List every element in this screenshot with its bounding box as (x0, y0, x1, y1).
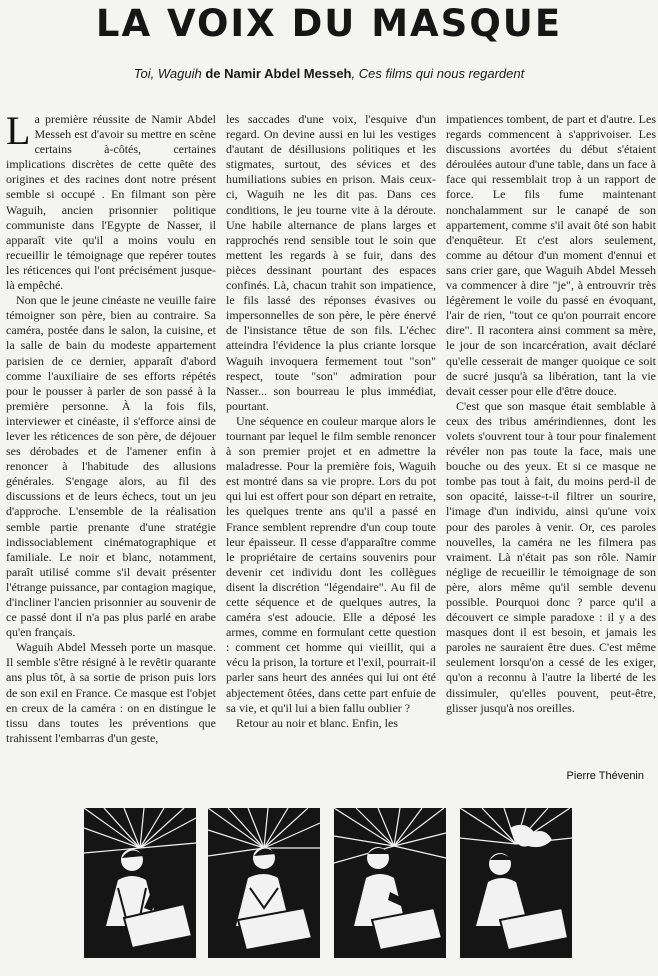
paragraph: Une séquence en couleur marque alors le tournant par lequel le film semble renoncer à son premier projet et en admettre la maladresse. Pour la première fois, Waguih est montré dans sa vie propre. Lors du pot qui lui est offert pour son départ en retraite, les quelques trente ans qu'il a passé en France semblent reprendre d'un coup toute leur épaisseur. Il cesse d'apparaître comme le propriétaire de certains souvenirs pour devenir cet individu dont les collègues disent la discrétion "légendaire". Au fil de cette séquence et de quelques autres, la caméra s'est adoucie. Elle a déposé les armes, comme en formulant cette question : comment cet homme qui vieillit, qui a vécu la prison, la torture et l'exil, pourrait-il parler sans heurt des années qui lui ont été abjectement ôtées, dans cette part enfuie de sa vie, et qu'il lui a bien fallu oublier ? (226, 413, 436, 715)
subtitle-rest: , Ces films qui nous regardent (351, 66, 525, 81)
paragraph-text: a première réussite de Namir Abdel Messeh est d'avoir su mettre en scène certains à-côtés, certaines implications discrètes de cette quête des origines et des racines dont notre présent semble si occupé . En filmant son père Waguih, ancien prisonnier politique communiste dans l'Egypte de Nasser, il apparaît vite qu'il a moins voulu en recueillir le témoignage que repérer toutes les réticences qui l'ont précisément jusque-là empêché. (6, 112, 216, 293)
film-title: Toi, Waguih (133, 66, 202, 81)
paragraph: les saccades d'une voix, l'esquive d'un regard. On devine aussi en lui les vestiges d'autant de désillusions politiques et les stigmates, surtout, des sévices et des humiliations subies en prison. Mais ceux-ci, Waguih ne les dit pas. Dans ces conditions, le jeu tourne vite à la déroute. Une habile alternance de plans larges et rapprochés rend sensible tout le soin que mettent les regards à se fuir, dans des pièces dessinant pourtant des espaces confinés. Là, chacun trahit son impatience, le fils lassé des réponses évasives ou impersonnelles de son père, le père énervé de l'insistance têtue de son fils. L'échec atteindra l'évidence la plus criante lorsque Waguih invoquera fermement tout "son" respect, toute "son" admiration pour Nasser... son bourreau le plus immédiat, pourtant. (226, 112, 436, 413)
paragraph: Waguih Abdel Messeh porte un masque. Il semble s'être résigné à le revêtir quarante ans plus tôt, à sa sortie de prison puis lors de son exil en France. Ce masque est l'objet en creux de la caméra : on en distingue le tissu dans toutes les préventions que trahissent l'embarras d'un geste, (6, 640, 216, 745)
paragraph (6, 108, 216, 293)
director-name: Namir Abdel Messeh (224, 66, 352, 81)
paragraph: Non que le jeune cinéaste ne veuille faire témoigner son père, bien au contraire. Sa caméra, postée dans le salon, la cuisine, et la salle de bain du modeste appartement parisien de ce dernier, apparaît d'abord comme l'auxiliaire de ses efforts répétés pour le pousser à parler de son passé à la première personne. À la fois fils, interviewer et cinéaste, il s'efforce ainsi de lever les réticences de son père, de déjouer ses dérobades et de l'amener enfin à renoncer à l'habitude des allusions générales. S'engage alors, au fil des discussions et de leurs échecs, tout un jeu d'approche. L'ensemble de la réalisation semble partie prenante d'une stratégie indissociablement cinématographique et familiale. Le noir et blanc, notamment, paraît utilisé comme s'il devait présenter l'étrange puissance, par contagion magique, d'incliner l'ancien prisonnier au souvenir de ce passé dont il n'a pas plus parlé en arabe qu'en français. (6, 293, 216, 640)
article-body (6, 108, 656, 752)
paragraph: Retour au noir et blanc. Enfin, les (236, 715, 398, 730)
woodcut-illustration-1 (84, 808, 196, 958)
column-3 (446, 112, 656, 752)
subtitle-de: de (201, 66, 225, 81)
woodcut-illustration-2 (208, 808, 320, 958)
author-signature: Pierre Thévenin (566, 770, 644, 782)
article-title: LA VOIX DU MASQUE (95, 2, 563, 45)
column-1 (6, 108, 216, 752)
paragraph: C'est que son masque était semblable à ceux des tribus amérindiennes, dont les volets s'ouvrent tour à tour pour finalement révéler non pas toute la face, mais une bouche ou des yeux. Et si ce masque ne tombe pas tout à fait, du moins perd-il de son opacité, laisse-t-il filtrer un sourire, l'image d'un individu, ainsi qu'une voix pour des paroles à venir. Or, ces paroles nouvelles, la caméra ne les filmera pas vraiment. Là n'était pas son rôle. Namir néglige de recueillir le témoignage de son père, alors même qu'il semble devenu possible. Pourquoi donc ? parce qu'il a découvert ce simple paradoxe : il y a des masques dont il est besoin, et jamais les paroles ne sauraient être dues. C'est même seulement lorsqu'on a cessé de les exiger, qu'on a reconnu à l'autre la liberté de les dissimuler, qu'elles pouvent, peut-être, glisser jusqu'à nos oreilles. (446, 398, 656, 715)
drop-cap: L (6, 108, 31, 153)
paragraph: impatiences tombent, de part et d'autre. Les regards commencent à s'apprivoiser. Les discussions avortées du début s'étaient déroulées autour d'une table, dans un face à face qui ressemblait trop à un rapport de force. Le fils fume maintenant nonchalamment sur le canapé de son appartement, comme s'il avait ôté son habit d'enquêteur. Et c'est alors seulement, comme au détour d'un moment d'ennui et sans crier gare, que Waguih Abdel Messeh va commencer à dire "je", à entrouvrir très légèrement le voile du passé en évoquant, l'air de rien, "tout ce qu'on pourrait encore dire". Il racontera ainsi comment sa mère, le jour de son incarcération, avait déclaré qu'elle cesserait de manger quoique ce soit de sucré jusqu'à sa libération, tant la vie devait cesser pour elle d'être douce. (446, 112, 656, 398)
article-subtitle (0, 66, 658, 81)
woodcut-illustration-4 (460, 808, 572, 958)
column-2 (226, 112, 436, 752)
woodcut-illustration-3 (334, 808, 446, 958)
